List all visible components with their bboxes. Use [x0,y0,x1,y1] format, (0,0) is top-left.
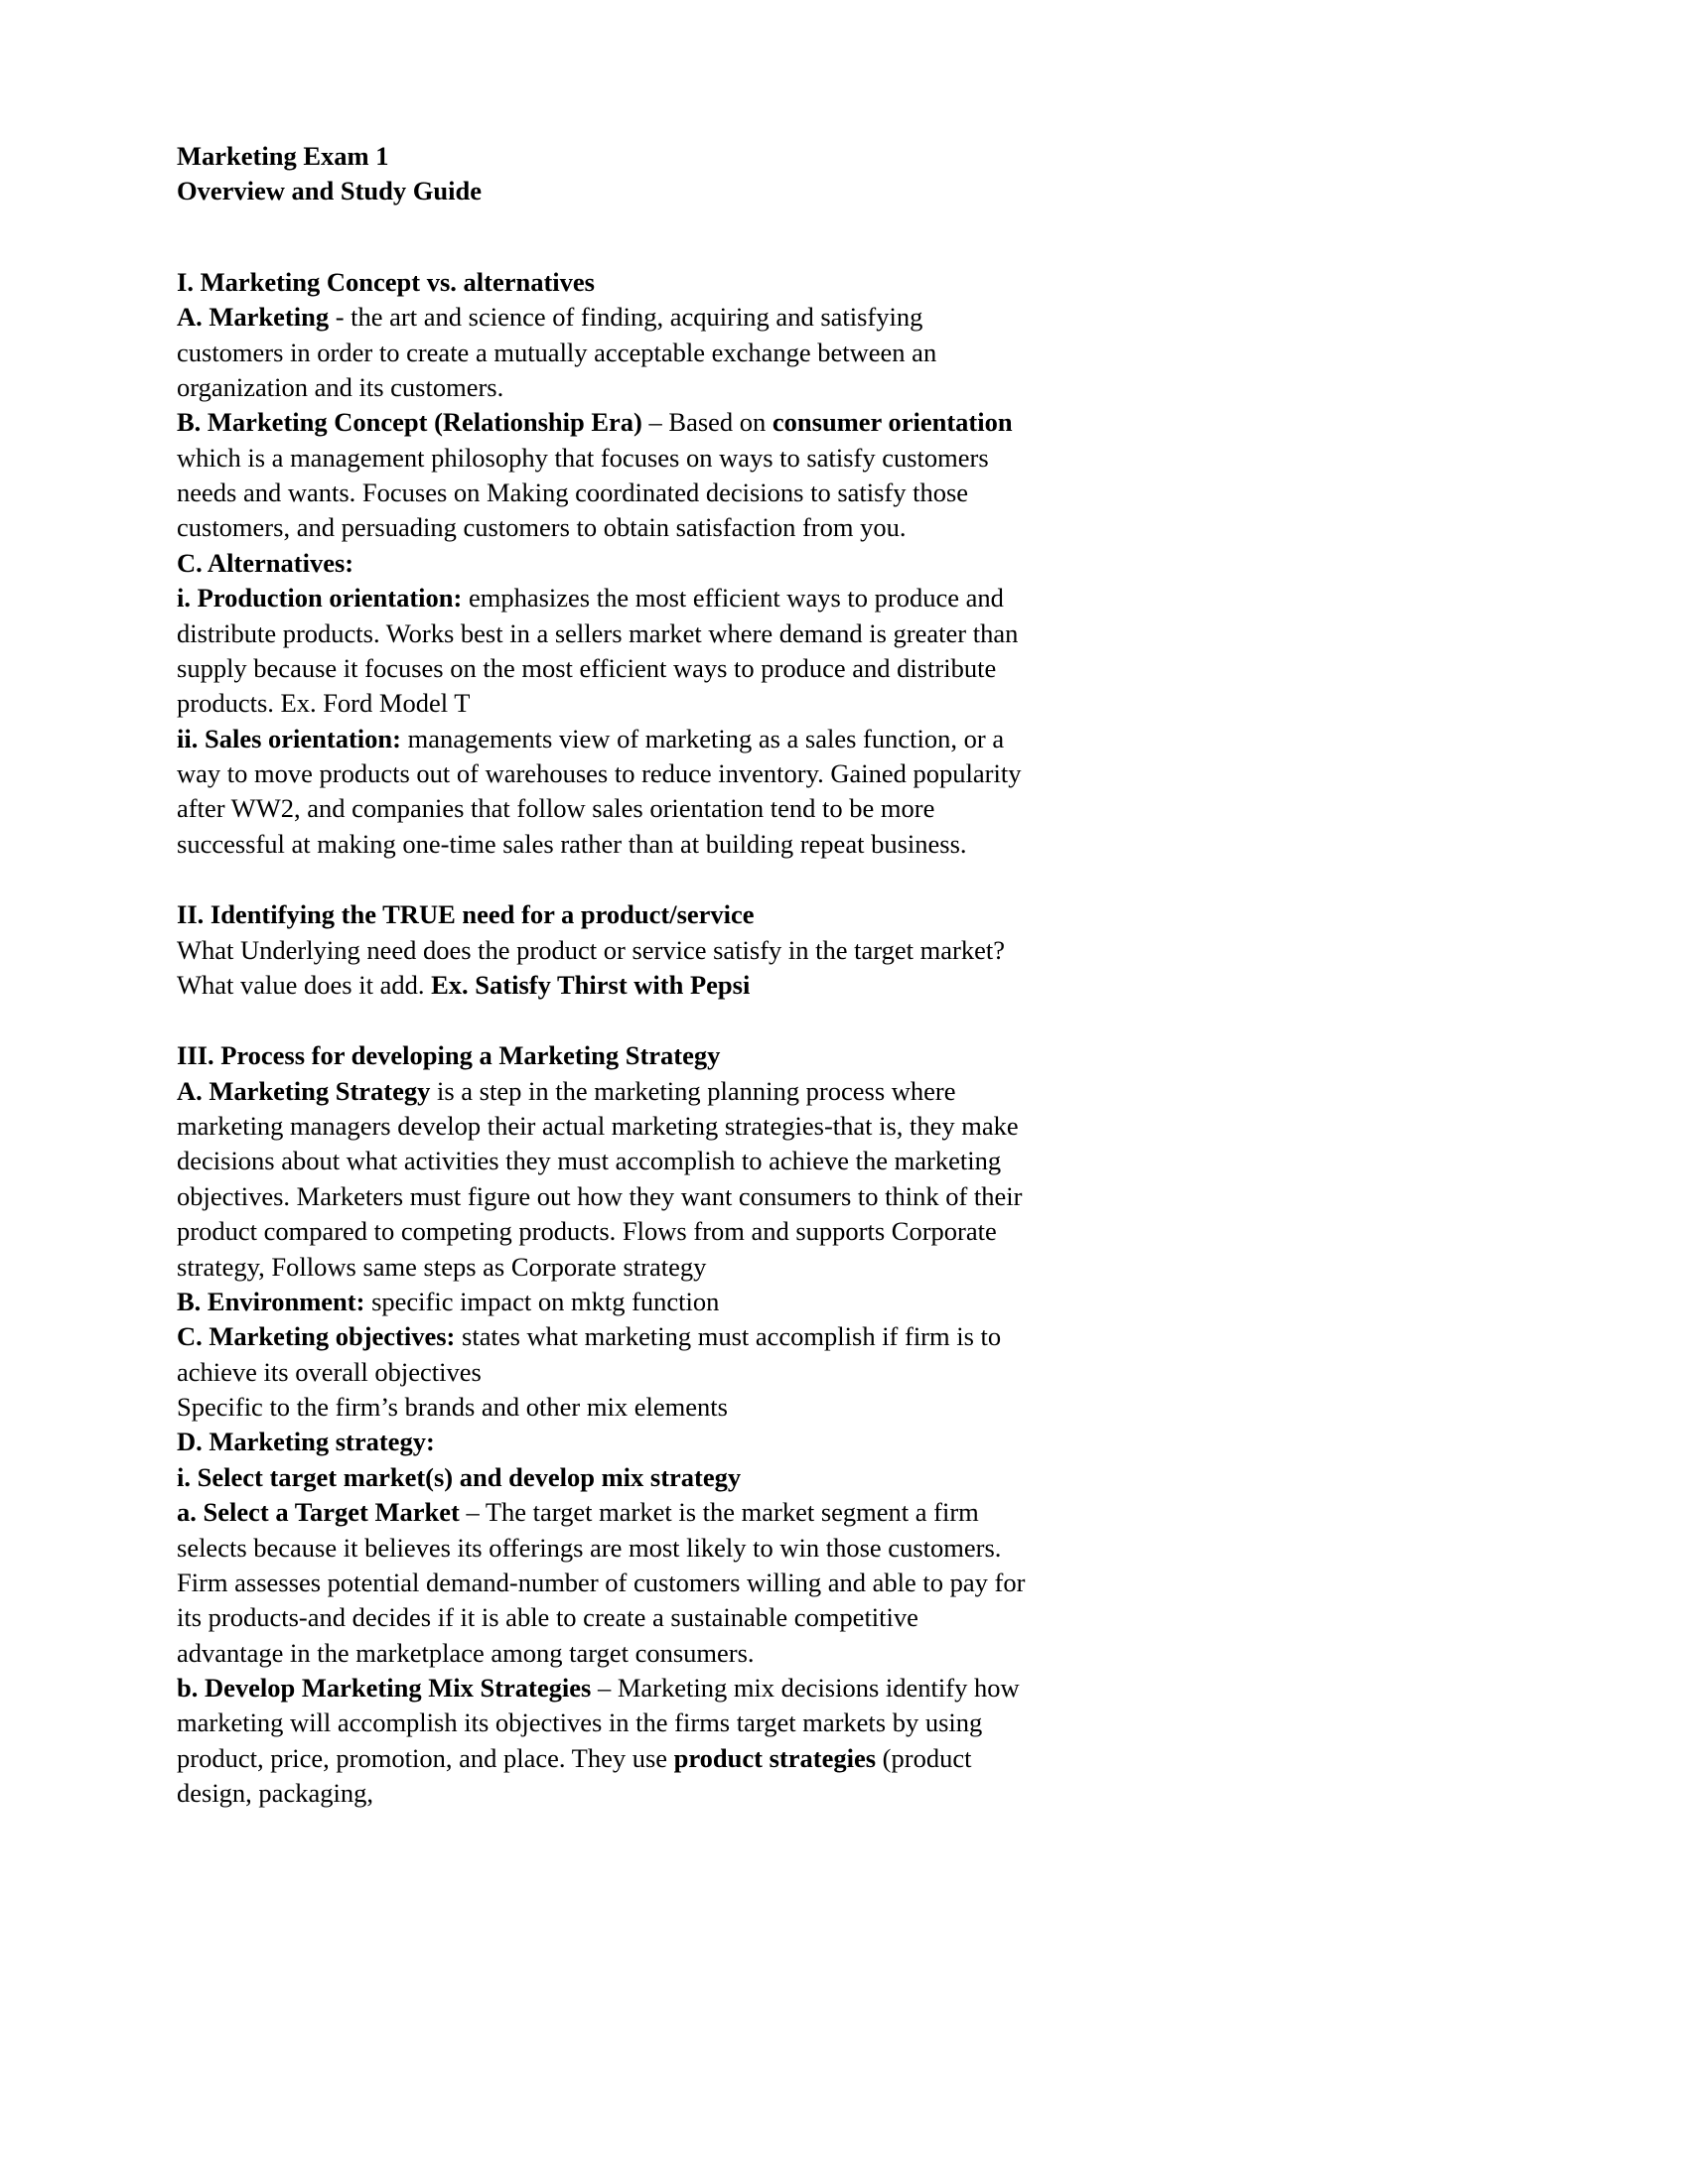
item-body: Specific to the firm’s brands and other mix elements [177,1392,728,1422]
section-1-spacer [177,862,1031,897]
section-3-item-c [177,1319,1031,1390]
section-heading-3: III. Process for developing a Marketing Strategy [177,1040,721,1071]
section-3-item-a [177,1074,1031,1285]
section-1-item-c [177,546,1031,581]
item-label: B. Marketing Concept (Relationship Era) [177,407,642,438]
section-3-item-b [177,1285,1031,1319]
item-label: C. Alternatives: [177,547,354,578]
document-body [177,139,1031,1812]
item-body-part-1: – Marketing mix decisions identify how marketing will accomplish its objectives in the firms target markets by using product, price, promotion, and place. They use [177,1673,1020,1773]
item-body-part-2: which is a management philosophy that focuses on ways to satisfy customers needs and wants. Focuses on Making coordinated decisions to satisfy those customers, and persuading customers to obtain satisfaction from you. [177,442,989,543]
item-body: is a step in the marketing planning process where marketing managers develop their actual marketing strategies-that is, they make decisions about what activities they must accomplish to achieve the marketing objectives. Marketers must figure out how they want consumers to think of their product compared to competing products. Flows from and supports Corporate strategy, Follows same steps as Corporate strategy [177,1075,1023,1282]
item-label: C. Marketing objectives: [177,1321,456,1352]
title-spacer [177,209,1031,265]
item-emphasis: Ex. Satisfy Thirst with Pepsi [431,969,751,1000]
item-emphasis: product strategies [673,1742,877,1773]
item-label: i. Production orientation: [177,583,463,614]
item-body-part-1: What Underlying need does the product or service satisfy in the target market? What value does it add. [177,934,1005,1000]
section-2-item-1 [177,933,1031,1004]
item-body: managements view of marketing as a sales function, or a way to move products out of warehouses to reduce inventory. Gained popularity after WW2, and companies that follow sales orientation tend to be more successful at making one-time sales rather than at building repeat business. [177,723,1022,859]
section-3-item-d-a [177,1495,1031,1671]
section-1-item-i [177,581,1031,722]
item-body: specific impact on mktg function [364,1286,720,1316]
item-body-part-2: (product design, packaging, [177,1742,972,1809]
item-label: a. Select a Target Market [177,1497,460,1528]
item-label: B. Environment: [177,1286,365,1316]
item-body: – The target market is the market segment a firm selects because it believes its offerings are most likely to win those customers. Firm assesses potential demand-number of customers willing and able to pay for its products-and decides if it is able to create a sustainable competitive advantage in the marketplace among target consumers. [177,1497,1026,1668]
document-title [177,139,1031,209]
item-label: i. Select target market(s) and develop mix strategy [177,1461,742,1492]
section-1-item-ii [177,722,1031,863]
item-body: - the art and science of finding, acquiring and satisfying customers in order to create a mutually acceptable exchange between an organization and its customers. [177,302,937,402]
section-1-item-b [177,405,1031,546]
section-3-item-d [177,1425,1031,1459]
item-label: ii. Sales orientation: [177,723,401,753]
item-body-part-1: – Based on [641,407,773,438]
item-body: states what marketing must accomplish if firm is to achieve its overall objectives [177,1321,1002,1387]
item-label: b. Develop Marketing Mix Strategies [177,1673,592,1703]
item-label: A. Marketing Strategy [177,1075,431,1106]
item-label: A. Marketing [177,302,330,333]
section-heading-2: II. Identifying the TRUE need for a product/service [177,899,755,930]
section-3-item-d-b [177,1671,1031,1812]
title-line-2: Overview and Study Guide [177,176,483,206]
section-2-spacer [177,1003,1031,1038]
section-heading-1: I. Marketing Concept vs. alternatives [177,266,595,297]
title-line-1: Marketing Exam 1 [177,141,389,171]
item-body: emphasizes the most efficient ways to produce and distribute products. Works best in a sellers market where demand is greater than supply because it focuses on the most efficient ways to produce and distribute products. Ex. Ford Model T [177,583,1019,719]
item-label: D. Marketing strategy: [177,1427,435,1457]
section-3-item-d-i [177,1460,1031,1495]
item-emphasis: consumer orientation [772,407,1013,438]
section-1-item-a [177,300,1031,405]
section-3-note [177,1390,1031,1425]
